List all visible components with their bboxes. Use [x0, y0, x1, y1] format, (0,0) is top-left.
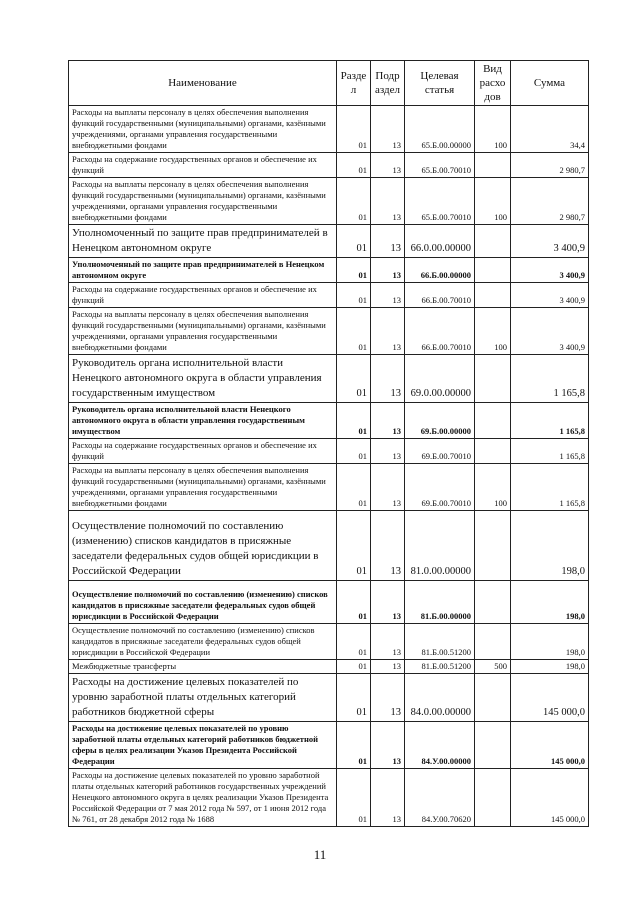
cell-summa: 1 165,8 — [511, 439, 589, 464]
cell-name: Расходы на выплаты персоналу в целях обеспечения выполнения функций государственными (муниципальными) органами, казёнными учреждениями, органами управления государственными внебюджетными фондами — [69, 178, 337, 225]
cell-razdel: 01 — [337, 178, 371, 225]
table-row — [69, 511, 589, 581]
cell-name: Осуществление полномочий по составлению (изменению) списков кандидатов в присяжные заседатели федеральных судов общей юрисдикции в Российской Федерации — [69, 624, 337, 660]
table-row — [69, 722, 589, 769]
cell-razdel: 01 — [337, 403, 371, 439]
cell-summa: 1 165,8 — [511, 355, 589, 403]
cell-name: Расходы на выплаты персоналу в целях обеспечения выполнения функций государственными (муниципальными) органами, казёнными учреждениями, органами управления государственными внебюджетными фондами — [69, 106, 337, 153]
cell-razdel: 01 — [337, 308, 371, 355]
table-row — [69, 225, 589, 258]
cell-summa: 145 000,0 — [511, 674, 589, 722]
table-row — [69, 355, 589, 403]
cell-vid — [475, 283, 511, 308]
cell-podrazdel: 13 — [371, 624, 405, 660]
cell-podrazdel: 13 — [371, 225, 405, 258]
cell-name: Расходы на выплаты персоналу в целях обеспечения выполнения функций государственными (муниципальными) органами, казёнными учреждениями, органами управления государственными внебюджетными фондами — [69, 308, 337, 355]
cell-vid: 100 — [475, 106, 511, 153]
cell-celevaya: 69.Б.00.00000 — [405, 403, 475, 439]
cell-summa: 198,0 — [511, 624, 589, 660]
cell-podrazdel: 13 — [371, 660, 405, 674]
cell-celevaya: 69.Б.00.70010 — [405, 464, 475, 511]
cell-celevaya: 65.Б.00.00000 — [405, 106, 475, 153]
header-celevaya: Целевая статья — [405, 61, 475, 106]
cell-podrazdel: 13 — [371, 308, 405, 355]
cell-name: Расходы на содержание государственных органов и обеспечение их функций — [69, 283, 337, 308]
cell-celevaya: 65.Б.00.70010 — [405, 153, 475, 178]
cell-razdel: 01 — [337, 511, 371, 581]
cell-vid: 100 — [475, 464, 511, 511]
cell-razdel: 01 — [337, 439, 371, 464]
cell-vid — [475, 722, 511, 769]
cell-celevaya: 84.У.00.70620 — [405, 769, 475, 827]
header-name: Наименование — [69, 61, 337, 106]
table-row — [69, 769, 589, 827]
cell-summa: 34,4 — [511, 106, 589, 153]
cell-vid: 100 — [475, 178, 511, 225]
table-row — [69, 581, 589, 624]
cell-razdel: 01 — [337, 153, 371, 178]
cell-vid — [475, 403, 511, 439]
cell-podrazdel: 13 — [371, 178, 405, 225]
cell-razdel: 01 — [337, 581, 371, 624]
cell-summa: 1 165,8 — [511, 403, 589, 439]
cell-vid — [475, 258, 511, 283]
cell-summa: 145 000,0 — [511, 722, 589, 769]
table-row — [69, 178, 589, 225]
cell-razdel: 01 — [337, 106, 371, 153]
table-row — [69, 283, 589, 308]
cell-name: Расходы на достижение целевых показателей по уровню заработной платы отдельных категорий работников бюджетной сферы — [69, 674, 337, 722]
cell-celevaya: 81.0.00.00000 — [405, 511, 475, 581]
cell-celevaya: 81.Б.00.51200 — [405, 660, 475, 674]
cell-razdel: 01 — [337, 769, 371, 827]
cell-name: Расходы на содержание государственных органов и обеспечение их функций — [69, 439, 337, 464]
cell-podrazdel: 13 — [371, 769, 405, 827]
cell-podrazdel: 13 — [371, 403, 405, 439]
cell-celevaya: 66.Б.00.70010 — [405, 283, 475, 308]
cell-podrazdel: 13 — [371, 722, 405, 769]
cell-podrazdel: 13 — [371, 674, 405, 722]
cell-vid — [475, 511, 511, 581]
cell-celevaya: 66.Б.00.70010 — [405, 308, 475, 355]
cell-podrazdel: 13 — [371, 283, 405, 308]
table-row — [69, 258, 589, 283]
cell-name: Осуществление полномочий по составлению (изменению) списков кандидатов в присяжные заседатели федеральных судов общей юрисдикции в Российской Федерации — [69, 581, 337, 624]
cell-celevaya: 69.Б.00.70010 — [405, 439, 475, 464]
cell-summa: 3 400,9 — [511, 225, 589, 258]
cell-vid — [475, 624, 511, 660]
table-row — [69, 624, 589, 660]
cell-podrazdel: 13 — [371, 581, 405, 624]
cell-summa: 2 980,7 — [511, 153, 589, 178]
cell-summa: 198,0 — [511, 660, 589, 674]
cell-celevaya: 65.Б.00.70010 — [405, 178, 475, 225]
cell-razdel: 01 — [337, 660, 371, 674]
cell-name: Расходы на достижение целевых показателей по уровню заработной платы отдельных категорий работников государственных учреждений Ненецкого автономного округа в целях реализации Указов Президента Российской Федерации от 7 мая 2012 года № 597, от 1 июня 2012 года № 761, от 28 декабря 2012 года № 1688 — [69, 769, 337, 827]
cell-razdel: 01 — [337, 283, 371, 308]
cell-vid — [475, 769, 511, 827]
table-header-row — [69, 61, 589, 106]
cell-name: Осуществление полномочий по составлению (изменению) списков кандидатов в присяжные заседатели федеральных судов общей юрисдикции в Российской Федерации — [69, 511, 337, 581]
cell-vid: 100 — [475, 308, 511, 355]
cell-summa: 1 165,8 — [511, 464, 589, 511]
cell-name: Руководитель органа исполнительной власти Ненецкого автономного округа в области управления государственным имуществом — [69, 403, 337, 439]
cell-celevaya: 66.0.00.00000 — [405, 225, 475, 258]
cell-name: Межбюджетные трансферты — [69, 660, 337, 674]
cell-summa: 145 000,0 — [511, 769, 589, 827]
cell-podrazdel: 13 — [371, 355, 405, 403]
cell-name: Расходы на выплаты персоналу в целях обеспечения выполнения функций государственными (муниципальными) органами, казёнными учреждениями, органами управления государственными внебюджетными фондами — [69, 464, 337, 511]
header-podrazdel: Подр аздел — [371, 61, 405, 106]
table-row — [69, 106, 589, 153]
cell-vid — [475, 581, 511, 624]
table-row — [69, 308, 589, 355]
cell-vid — [475, 225, 511, 258]
cell-summa: 2 980,7 — [511, 178, 589, 225]
cell-summa: 3 400,9 — [511, 283, 589, 308]
cell-summa: 198,0 — [511, 511, 589, 581]
cell-name: Уполномоченный по защите прав предпринимателей в Ненецком автономном округе — [69, 258, 337, 283]
cell-name: Расходы на содержание государственных органов и обеспечение их функций — [69, 153, 337, 178]
cell-celevaya: 66.Б.00.00000 — [405, 258, 475, 283]
cell-razdel: 01 — [337, 624, 371, 660]
cell-razdel: 01 — [337, 722, 371, 769]
table-row — [69, 439, 589, 464]
cell-podrazdel: 13 — [371, 258, 405, 283]
cell-razdel: 01 — [337, 258, 371, 283]
cell-razdel: 01 — [337, 674, 371, 722]
cell-vid — [475, 439, 511, 464]
header-razdel: Разде л — [337, 61, 371, 106]
cell-celevaya: 69.0.00.00000 — [405, 355, 475, 403]
cell-vid — [475, 355, 511, 403]
cell-summa: 3 400,9 — [511, 308, 589, 355]
table-row — [69, 153, 589, 178]
cell-summa: 198,0 — [511, 581, 589, 624]
cell-vid — [475, 674, 511, 722]
table-row — [69, 403, 589, 439]
cell-razdel: 01 — [337, 225, 371, 258]
cell-vid: 500 — [475, 660, 511, 674]
cell-vid — [475, 153, 511, 178]
cell-name: Руководитель органа исполнительной власти Ненецкого автономного округа в области управления государственным имуществом — [69, 355, 337, 403]
cell-celevaya: 84.0.00.00000 — [405, 674, 475, 722]
table-row — [69, 674, 589, 722]
cell-razdel: 01 — [337, 464, 371, 511]
cell-celevaya: 81.Б.00.00000 — [405, 581, 475, 624]
cell-podrazdel: 13 — [371, 106, 405, 153]
table-row — [69, 464, 589, 511]
cell-summa: 3 400,9 — [511, 258, 589, 283]
cell-name: Уполномоченный по защите прав предпринимателей в Ненецком автономном округе — [69, 225, 337, 258]
cell-celevaya: 81.Б.00.51200 — [405, 624, 475, 660]
table-row — [69, 660, 589, 674]
header-vid: Вид расхо дов — [475, 61, 511, 106]
page-number: 11 — [313, 847, 327, 862]
header-summa: Сумма — [511, 61, 589, 106]
cell-razdel: 01 — [337, 355, 371, 403]
cell-podrazdel: 13 — [371, 511, 405, 581]
cell-podrazdel: 13 — [371, 439, 405, 464]
cell-podrazdel: 13 — [371, 153, 405, 178]
budget-table — [68, 60, 589, 827]
cell-celevaya: 84.У.00.00000 — [405, 722, 475, 769]
cell-name: Расходы на достижение целевых показателей по уровню заработной платы отдельных категорий работников бюджетной сферы в целях реализации Указов Президента Российской Федерации — [69, 722, 337, 769]
cell-podrazdel: 13 — [371, 464, 405, 511]
